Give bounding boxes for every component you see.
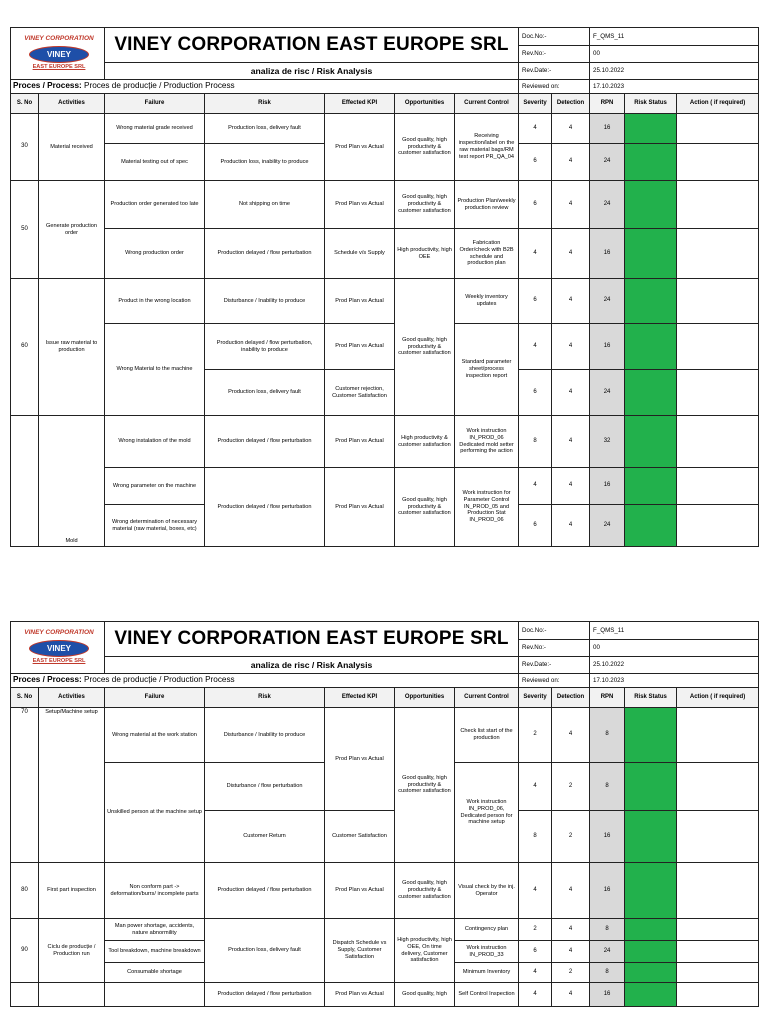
- table-row: 80 First part inspection Non conform part -> deformation/burrs/ incomplete parts Production delayed / flow perturbation Prod Plan vs Actual Good quality, high productivity & customer satisfaction Visual check by the inj. Operator 4 4 16: [11, 863, 759, 919]
- action-cell: [677, 963, 759, 983]
- col-header: Risk Status: [625, 688, 677, 708]
- table-row: Material testing out of spec Production loss, inability to produce 6 4 24: [11, 144, 759, 181]
- action-cell: [677, 708, 759, 763]
- company-name: VINEY CORPORATION EAST EUROPE SRL: [105, 28, 519, 63]
- risk-status-indicator: [625, 963, 677, 983]
- action-cell: [677, 763, 759, 811]
- risk-status-indicator: [625, 811, 677, 863]
- table-row: 30 Material received Wrong material grade received Production loss, delivery fault Prod Plan vs Actual Good quality, high productivity & customer satisfaction Receiving inspection/label on the raw material bags/RM test report PR_QA_04 4 4 16: [11, 114, 759, 144]
- doc-no-label: Doc.No:-: [519, 28, 590, 46]
- risk-status-indicator: [625, 114, 677, 144]
- rev-no-value: 00: [590, 640, 759, 657]
- rev-date-value: 25.10.2022: [590, 63, 759, 80]
- col-header: Severity: [519, 688, 552, 708]
- risk-status-indicator: [625, 919, 677, 941]
- action-cell: [677, 324, 759, 370]
- reviewed-value: 17.10.2023: [590, 80, 759, 94]
- col-header: S. No: [11, 94, 39, 114]
- table-row: Production delayed / flow perturbation Prod Plan vs Actual Good quality, high Self Control Inspection 4 4 16: [11, 983, 759, 1007]
- doc-no-label: Doc.No:-: [519, 622, 590, 640]
- rev-date-label: Rev.Date:-: [519, 63, 590, 80]
- reviewed-value: 17.10.2023: [590, 674, 759, 688]
- action-cell: [677, 181, 759, 229]
- company-name: VINEY CORPORATION EAST EUROPE SRL: [105, 622, 519, 657]
- action-cell: [677, 370, 759, 416]
- col-header: Risk Status: [625, 94, 677, 114]
- risk-status-indicator: [625, 144, 677, 181]
- table-row: Customer Return Customer Satisfaction 8 2 16: [11, 811, 759, 863]
- table-row: Consumable shortage Minimum Inventory 4 2 8: [11, 963, 759, 983]
- risk-status-indicator: [625, 708, 677, 763]
- process-line: Proces / Process: Proces de producție / Production Process: [11, 674, 519, 688]
- risk-status-indicator: [625, 505, 677, 547]
- col-header: Detection: [552, 94, 590, 114]
- sheet-page-2: [10, 621, 758, 1007]
- col-header: Risk: [205, 94, 325, 114]
- col-header: Action ( if required): [677, 94, 759, 114]
- action-cell: [677, 941, 759, 963]
- col-header: Risk: [205, 688, 325, 708]
- action-cell: [677, 505, 759, 547]
- risk-status-indicator: [625, 229, 677, 279]
- action-cell: [677, 468, 759, 505]
- table-row: 60 Issue raw material to production Product in the wrong location Disturbance / Inability to produce Prod Plan vs Actual Good quality, high productivity & customer satisfaction Weekly inventory updates 6 4 24: [11, 279, 759, 324]
- reviewed-label: Reviewed on:: [519, 674, 590, 688]
- col-header: RPN: [590, 94, 625, 114]
- risk-status-indicator: [625, 370, 677, 416]
- col-header: Effected KPI: [325, 688, 395, 708]
- risk-status-indicator: [625, 863, 677, 919]
- action-cell: [677, 114, 759, 144]
- table-row: 90 Ciclu de producție / Production run Man power shortage, accidents, nature abnormility Production loss, delivery fault Dispatch Schedule vs Supply, Customer Satisfaction High productivity, high OEE, On time delivery, Customer satisfaction Contingency plan 2 4 8: [11, 919, 759, 941]
- table-row: Mold Wrong instalation of the mold Production delayed / flow perturbation Prod Plan vs Actual High productivity & customer satisfaction Work instruction IN_PROD_06 Dedicated mold setter performing the action 8 4 32: [11, 416, 759, 468]
- table-row: Wrong production order Production delayed / flow perturbation Schedule v/s Supply High productivity, high OEE Fabrication Order/check with B2B schedule and production plan 4 4 16: [11, 229, 759, 279]
- col-header: Detection: [552, 688, 590, 708]
- process-line: Proces / Process: Proces de producție / Production Process: [11, 80, 519, 94]
- col-header: Current Control: [455, 94, 519, 114]
- col-header: Opportunities: [395, 688, 455, 708]
- col-header: S. No: [11, 688, 39, 708]
- column-header-row: [11, 688, 759, 708]
- table-row: Wrong parameter on the machine Production delayed / flow perturbation Prod Plan vs Actual Good quality, high productivity & customer satisfaction Work instruction for Parameter Control IN_PROD_05 and Production Stat IN_PROD_06 4 4 16: [11, 468, 759, 505]
- company-logo: VINEY CORPORATION VINEY EAST EUROPE SRL: [11, 28, 105, 80]
- risk-status-indicator: [625, 181, 677, 229]
- col-header: Opportunities: [395, 94, 455, 114]
- table-row: Wrong Material to the machine Production delayed / flow perturbation, inability to produce Prod Plan vs Actual Standard parameter sheet/process inspection report 4 4 16: [11, 324, 759, 370]
- table-row: 70 Setup/Machine setup Wrong material at the work station Disturbance / Inability to produce Prod Plan vs Actual Good quality, high productivity & customer satisfaction Check list start of the production 2 4 8: [11, 708, 759, 763]
- doc-no-value: F_QMS_11: [590, 622, 759, 640]
- table-row: Wrong determination of necessary material (raw material, boxes, etc) 6 4 24: [11, 505, 759, 547]
- column-header-row: [11, 94, 759, 114]
- document-subtitle: analiza de risc / Risk Analysis: [105, 63, 519, 80]
- action-cell: [677, 416, 759, 468]
- document-subtitle: analiza de risc / Risk Analysis: [105, 657, 519, 674]
- risk-status-indicator: [625, 279, 677, 324]
- rev-date-label: Rev.Date:-: [519, 657, 590, 674]
- action-cell: [677, 144, 759, 181]
- risk-status-indicator: [625, 324, 677, 370]
- action-cell: [677, 229, 759, 279]
- action-cell: [677, 279, 759, 324]
- risk-analysis-table: [10, 621, 759, 1007]
- doc-no-value: F_QMS_11: [590, 28, 759, 46]
- col-header: Failure: [105, 94, 205, 114]
- col-header: Activities: [39, 688, 105, 708]
- risk-status-indicator: [625, 763, 677, 811]
- col-header: Action ( if required): [677, 688, 759, 708]
- risk-status-indicator: [625, 416, 677, 468]
- action-cell: [677, 811, 759, 863]
- risk-status-indicator: [625, 468, 677, 505]
- action-cell: [677, 983, 759, 1007]
- risk-status-indicator: [625, 941, 677, 963]
- table-row: Production loss, delivery fault Customer rejection, Customer Satisfaction 6 4 24: [11, 370, 759, 416]
- col-header: Current Control: [455, 688, 519, 708]
- company-logo: VINEY CORPORATION VINEY EAST EUROPE SRL: [11, 622, 105, 674]
- sheet-page-1: [10, 27, 758, 547]
- table-row: 50 Generate production order Production order generated too late Not shipping on time Prod Plan vs Actual Good quality, high productivity & customer satisfaction Production Plan/weekly production review 6 4 24: [11, 181, 759, 229]
- col-header: Activities: [39, 94, 105, 114]
- rev-no-value: 00: [590, 46, 759, 63]
- action-cell: [677, 863, 759, 919]
- rev-no-label: Rev.No:-: [519, 46, 590, 63]
- rev-date-value: 25.10.2022: [590, 657, 759, 674]
- reviewed-label: Reviewed on:: [519, 80, 590, 94]
- risk-status-indicator: [625, 983, 677, 1007]
- risk-analysis-table: [10, 27, 759, 547]
- col-header: Effected KPI: [325, 94, 395, 114]
- rev-no-label: Rev.No:-: [519, 640, 590, 657]
- table-row: Tool breakdown, machine breakdown Work instruction IN_PROD_33 6 4 24: [11, 941, 759, 963]
- col-header: Failure: [105, 688, 205, 708]
- col-header: Severity: [519, 94, 552, 114]
- col-header: RPN: [590, 688, 625, 708]
- action-cell: [677, 919, 759, 941]
- table-row: Unskilled person at the machine setup Disturbance / flow perturbation Work instruction IN_PROD_06, Dedicated person for machine setup 4 2 8: [11, 763, 759, 811]
